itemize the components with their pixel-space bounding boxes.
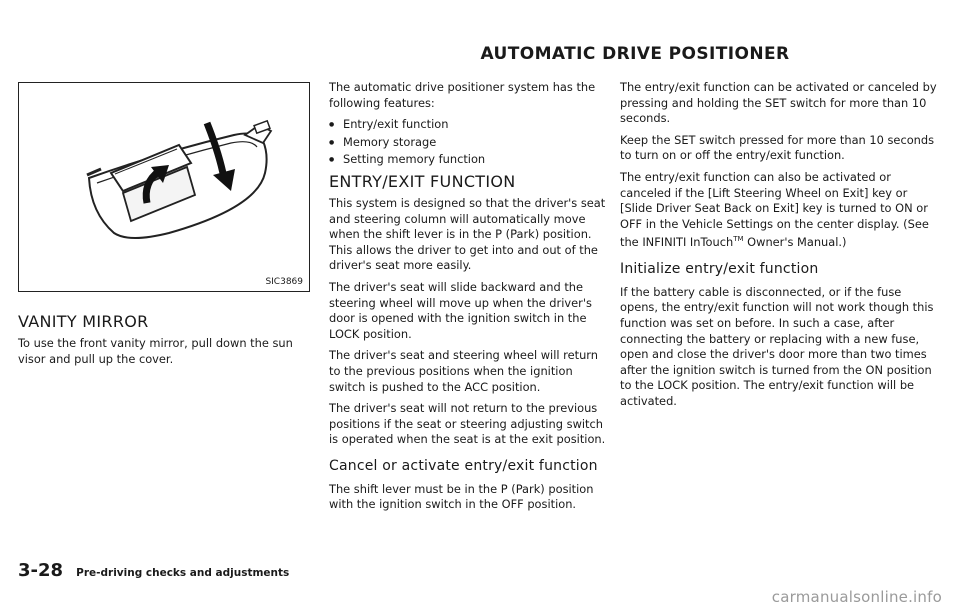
vehicle-settings-paragraph: The entry/exit function can also be activated or canceled if the [Lift Steering Wheel on Exit] key or [Slide Driver Seat Back on Exit] key is turned to ON or OFF in the Vehicle Settings on the center display. (See the INFINITI InTouch™ Owner's Manual.) bbox=[620, 169, 929, 250]
column-2 bbox=[329, 80, 609, 519]
page-number: 3-28 bbox=[18, 560, 64, 581]
list-item: ● Setting memory function bbox=[329, 152, 609, 168]
feature-list bbox=[329, 117, 609, 168]
cancel-activate-heading: Cancel or activate entry/exit function bbox=[329, 457, 598, 474]
initialize-text: If the battery cable is disconnected, or if the fuse opens, the entry/exit function will not work though this function was set on before. In such a case, after connecting the battery or replacing with a new fuse, open and close the driver's door more than two times after the ignition switch is turned from the ON position to the LOCK position. The entry/exit function will be activated. bbox=[620, 284, 934, 408]
entry-exit-paragraph: The driver's seat will not return to the previous positions if the seat or steering adjusting switch is operated when the seat is at the exit position. bbox=[329, 401, 606, 447]
watermark: carmanualsonline.info bbox=[771, 588, 942, 606]
trademark: TM bbox=[733, 235, 744, 244]
sun-visor-figure bbox=[18, 82, 310, 292]
column-3 bbox=[620, 80, 942, 415]
chapter-title: Pre-driving checks and adjustments bbox=[76, 567, 290, 579]
list-item: ● Entry/exit function bbox=[329, 117, 609, 133]
entry-exit-paragraph: The driver's seat and steering wheel will return to the previous positions when the ignition switch is pushed to the ACC position. bbox=[329, 348, 598, 394]
initialize-heading: Initialize entry/exit function bbox=[620, 260, 819, 277]
entry-exit-heading: ENTRY/EXIT FUNCTION bbox=[329, 171, 516, 191]
list-item: ● Memory storage bbox=[329, 135, 609, 151]
column-1 bbox=[18, 308, 310, 373]
entry-exit-paragraph: This system is designed so that the driver's seat and steering column will automatically move when the shift lever is in the P (Park) position. This allows the driver to get into and out of the driver's seat more easily. bbox=[329, 195, 606, 273]
cancel-activate-paragraph: Keep the SET switch pressed for more than 10 seconds to turn on or off the entry/exit function. bbox=[620, 132, 935, 163]
vanity-mirror-heading: VANITY MIRROR bbox=[18, 312, 149, 331]
figure-label: SIC3869 bbox=[265, 277, 303, 287]
intro-text: The automatic drive positioner system has the following features: bbox=[329, 80, 596, 110]
cancel-activate-paragraph: The shift lever must be in the P (Park) position with the ignition switch in the OFF position. bbox=[329, 481, 594, 512]
section-title: AUTOMATIC DRIVE POSITIONER bbox=[480, 44, 790, 64]
vanity-mirror-text: To use the front vanity mirror, pull down the sun visor and pull up the cover. bbox=[18, 336, 293, 366]
page-footer bbox=[18, 560, 289, 581]
cancel-activate-paragraph: The entry/exit function can be activated or canceled by pressing and holding the SET switch for more than 10 seconds. bbox=[620, 80, 937, 126]
sun-visor-mirror-illustration bbox=[19, 83, 308, 290]
entry-exit-paragraph: The driver's seat will slide backward and the steering wheel will move up when the driver's door is opened with the ignition switch in the LOCK position. bbox=[329, 279, 592, 341]
